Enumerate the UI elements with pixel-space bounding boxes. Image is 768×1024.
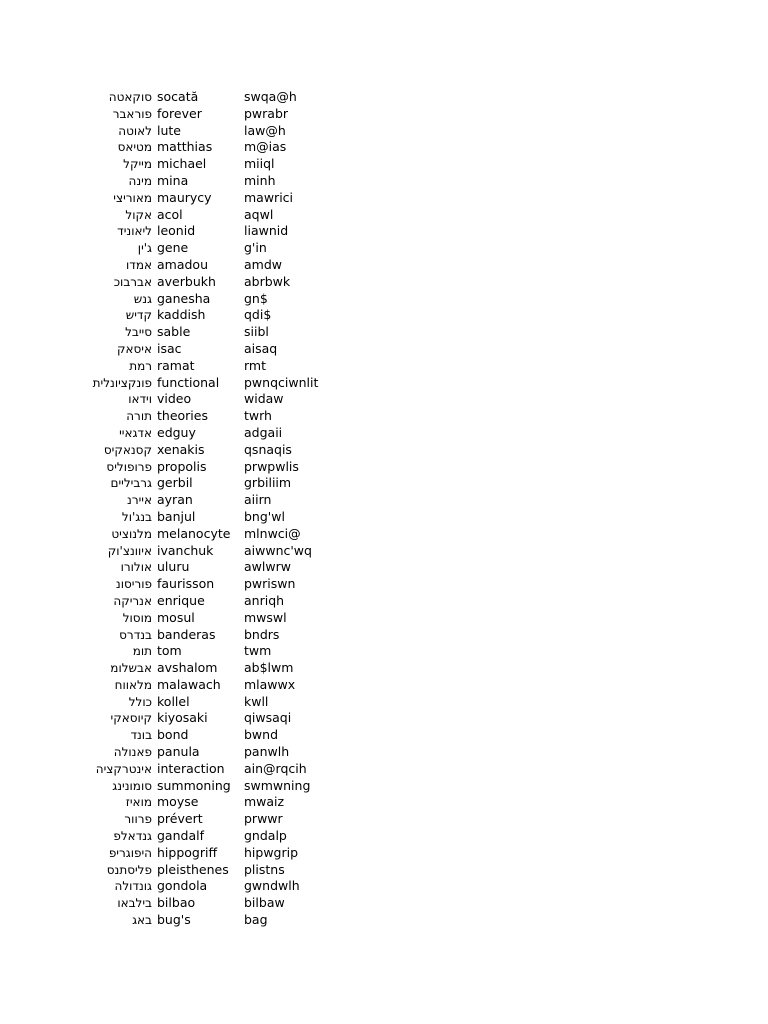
hebrew-word: וידאו <box>128 392 152 407</box>
english-word: kaddish <box>157 307 206 323</box>
list-item <box>0 307 768 324</box>
list-item <box>0 694 768 711</box>
list-item <box>0 223 768 240</box>
list-item <box>0 811 768 828</box>
hebrew-word: פרופוליס <box>106 459 152 474</box>
list-item <box>0 207 768 224</box>
english-word: gene <box>157 240 189 256</box>
transliteration: adgaii <box>244 424 283 440</box>
transliteration: amdw <box>244 256 282 272</box>
transliteration: pwriswn <box>244 576 296 592</box>
english-word: melanocyte <box>157 525 231 541</box>
list-item <box>0 744 768 761</box>
english-word: mosul <box>157 609 195 625</box>
list-item <box>0 610 768 627</box>
hebrew-word: מלנוציט <box>111 526 152 541</box>
english-word: video <box>157 391 192 407</box>
transliteration: anriqh <box>244 592 285 608</box>
english-word: panula <box>157 744 200 760</box>
list-item <box>0 794 768 811</box>
transliteration: pwnqciwnlit <box>244 374 319 390</box>
list-item <box>0 845 768 862</box>
transliteration: hipwgrip <box>244 844 299 860</box>
hebrew-word: סומונינג <box>112 778 152 793</box>
list-item <box>0 828 768 845</box>
transliteration: panwlh <box>244 744 290 760</box>
transliteration: ain@rqcih <box>244 760 307 776</box>
english-word: summoning <box>157 777 231 793</box>
transliteration: widaw <box>244 391 284 407</box>
list-item <box>0 727 768 744</box>
english-word: isac <box>157 340 182 356</box>
english-word: pleisthenes <box>157 861 229 877</box>
transliteration: gwndwlh <box>244 878 300 894</box>
hebrew-word: פרוור <box>124 812 152 827</box>
list-item <box>0 442 768 459</box>
transliteration: kwll <box>244 693 269 709</box>
transliteration: g'in <box>244 240 267 256</box>
transliteration: qiwsaqi <box>244 710 292 726</box>
english-word: forever <box>157 105 202 121</box>
transliteration: law@h <box>244 122 286 138</box>
transliteration: rmt <box>244 357 266 373</box>
hebrew-word: קדיש <box>125 308 152 323</box>
english-word: sable <box>157 324 191 340</box>
hebrew-word: פליסתנס <box>106 862 152 877</box>
english-word: gondola <box>157 878 208 894</box>
transliteration: bilbaw <box>244 895 285 911</box>
english-word: michael <box>157 156 207 172</box>
list-item <box>0 912 768 929</box>
list-item <box>0 358 768 375</box>
transliteration: awlwrw <box>244 559 291 575</box>
hebrew-word: אנריקה <box>113 593 152 608</box>
english-word: gerbil <box>157 475 193 491</box>
english-word: banjul <box>157 508 196 524</box>
list-item <box>0 324 768 341</box>
hebrew-word: אדגאיי <box>119 425 152 440</box>
english-word: kollel <box>157 693 190 709</box>
english-word: prévert <box>157 811 203 827</box>
hebrew-word: קסנאקיס <box>103 442 152 457</box>
hebrew-word: מייקל <box>123 157 152 172</box>
hebrew-word: מאוריצי <box>113 190 152 205</box>
english-word: kiyosaki <box>157 710 208 726</box>
word-list <box>0 89 768 929</box>
english-word: moyse <box>157 794 199 810</box>
hebrew-word: אקול <box>125 207 152 222</box>
hebrew-word: בנדרס <box>119 627 152 642</box>
english-word: theories <box>157 408 208 424</box>
list-item <box>0 408 768 425</box>
hebrew-word: מוסול <box>122 610 152 625</box>
hebrew-word: כולל <box>128 694 152 709</box>
english-word: mina <box>157 172 189 188</box>
hebrew-word: בילבאו <box>117 896 152 911</box>
english-word: averbukh <box>157 273 216 289</box>
english-word: bug's <box>157 912 191 928</box>
list-item <box>0 509 768 526</box>
transliteration: aiirn <box>244 492 272 508</box>
list-item <box>0 341 768 358</box>
list-item <box>0 274 768 291</box>
list-item <box>0 375 768 392</box>
list-item <box>0 190 768 207</box>
list-item <box>0 123 768 140</box>
hebrew-word: מואיז <box>125 795 152 810</box>
list-item <box>0 139 768 156</box>
list-item <box>0 459 768 476</box>
transliteration: bag <box>244 912 268 928</box>
transliteration: gn$ <box>244 290 268 306</box>
transliteration: aqwl <box>244 206 274 222</box>
hebrew-word: אבשלומ <box>110 661 152 676</box>
hebrew-word: פונקציונלית <box>92 375 152 390</box>
list-item <box>0 660 768 677</box>
transliteration: mlnwci@ <box>244 525 301 541</box>
transliteration: aisaq <box>244 340 278 356</box>
hebrew-word: ג'ין <box>137 241 152 256</box>
list-item <box>0 543 768 560</box>
hebrew-word: גנש <box>133 291 152 306</box>
list-item <box>0 156 768 173</box>
transliteration: siibl <box>244 324 269 340</box>
transliteration: mwaiz <box>244 794 285 810</box>
english-word: interaction <box>157 760 225 776</box>
list-item <box>0 627 768 644</box>
list-item <box>0 677 768 694</box>
transliteration: grbiliim <box>244 475 292 491</box>
hebrew-word: אינטרקציה <box>95 761 152 776</box>
transliteration: swmwning <box>244 777 311 793</box>
english-word: hippogriff <box>157 844 218 860</box>
english-word: functional <box>157 374 220 390</box>
list-item <box>0 878 768 895</box>
list-item <box>0 710 768 727</box>
transliteration: aiwwnc'wq <box>244 542 312 558</box>
list-item <box>0 778 768 795</box>
hebrew-word: אולורו <box>120 560 152 575</box>
english-word: ramat <box>157 357 195 373</box>
english-word: malawach <box>157 676 221 692</box>
english-word: bond <box>157 727 189 743</box>
list-item <box>0 761 768 778</box>
english-word: avshalom <box>157 660 218 676</box>
transliteration: mawrici <box>244 189 294 205</box>
hebrew-word: גנדאלפ <box>113 829 152 844</box>
list-item <box>0 593 768 610</box>
transliteration: ab$lwm <box>244 660 294 676</box>
english-word: acol <box>157 206 183 222</box>
list-item <box>0 576 768 593</box>
list-item <box>0 89 768 106</box>
list-item <box>0 475 768 492</box>
hebrew-word: קיוסאקי <box>110 711 152 726</box>
list-item <box>0 391 768 408</box>
hebrew-word: פוראבר <box>112 106 152 121</box>
list-item <box>0 895 768 912</box>
english-word: propolis <box>157 458 207 474</box>
list-item <box>0 643 768 660</box>
transliteration: bndrs <box>244 626 280 642</box>
list-item <box>0 526 768 543</box>
hebrew-word: פוריסונ <box>115 577 152 592</box>
transliteration: qdi$ <box>244 307 272 323</box>
hebrew-word: אברבוכ <box>113 274 152 289</box>
list-item <box>0 173 768 190</box>
hebrew-word: איסאק <box>116 341 152 356</box>
english-word: leonid <box>157 223 196 239</box>
transliteration: twrh <box>244 408 272 424</box>
english-word: amadou <box>157 256 209 272</box>
hebrew-word: מינה <box>128 173 152 188</box>
hebrew-word: היפוגריפ <box>108 845 152 860</box>
hebrew-word: תורה <box>126 409 152 424</box>
hebrew-word: גונדולה <box>114 879 152 894</box>
transliteration: qsnaqis <box>244 441 292 457</box>
transliteration: plistns <box>244 861 285 877</box>
list-item <box>0 291 768 308</box>
list-item <box>0 862 768 879</box>
hebrew-word: גרביליים <box>110 476 152 491</box>
hebrew-word: סוקאטה <box>108 90 152 104</box>
transliteration: swqa@h <box>244 89 297 104</box>
english-word: maurycy <box>157 189 212 205</box>
english-word: ganesha <box>157 290 211 306</box>
transliteration: twm <box>244 643 272 659</box>
list-item <box>0 257 768 274</box>
transliteration: prwpwlis <box>244 458 299 474</box>
transliteration: pwrabr <box>244 105 289 121</box>
hebrew-word: רמת <box>129 358 152 373</box>
hebrew-word: מלאווח <box>114 677 152 692</box>
english-word: uluru <box>157 559 190 575</box>
transliteration: bwnd <box>244 727 279 743</box>
transliteration: abrbwk <box>244 273 291 289</box>
list-item <box>0 492 768 509</box>
list-item <box>0 425 768 442</box>
english-word: banderas <box>157 626 216 642</box>
english-word: lute <box>157 122 181 138</box>
transliteration: mwswl <box>244 609 287 625</box>
transliteration: gndalp <box>244 828 287 844</box>
hebrew-word: מטיאס <box>117 140 152 155</box>
english-word: socată <box>157 89 199 104</box>
hebrew-word: בנג'ול <box>121 509 152 524</box>
english-word: ayran <box>157 492 193 508</box>
list-item <box>0 559 768 576</box>
hebrew-word: איוונצ'וק <box>107 543 152 558</box>
english-word: enrique <box>157 592 205 608</box>
hebrew-word: באג <box>132 913 152 928</box>
hebrew-word: ליאוניד <box>117 224 152 239</box>
hebrew-word: אמדו <box>126 257 152 272</box>
hebrew-word: פאנולה <box>113 745 152 760</box>
list-item <box>0 240 768 257</box>
english-word: bilbao <box>157 895 196 911</box>
hebrew-word: סייבל <box>125 325 152 340</box>
transliteration: mlawwx <box>244 676 296 692</box>
english-word: ivanchuk <box>157 542 214 558</box>
hebrew-word: לאוטה <box>118 123 152 138</box>
english-word: faurisson <box>157 576 215 592</box>
hebrew-word: בונד <box>130 728 152 743</box>
english-word: edguy <box>157 424 196 440</box>
transliteration: miiql <box>244 156 275 172</box>
transliteration: bng'wl <box>244 508 285 524</box>
english-word: tom <box>157 643 182 659</box>
transliteration: liawnid <box>244 223 289 239</box>
english-word: matthias <box>157 139 213 155</box>
transliteration: m@ias <box>244 139 287 155</box>
english-word: gandalf <box>157 828 204 844</box>
english-word: xenakis <box>157 441 205 457</box>
transliteration: minh <box>244 172 276 188</box>
list-item <box>0 106 768 123</box>
transliteration: prwwr <box>244 811 283 827</box>
hebrew-word: איירנ <box>127 493 152 508</box>
hebrew-word: תומ <box>132 644 152 659</box>
